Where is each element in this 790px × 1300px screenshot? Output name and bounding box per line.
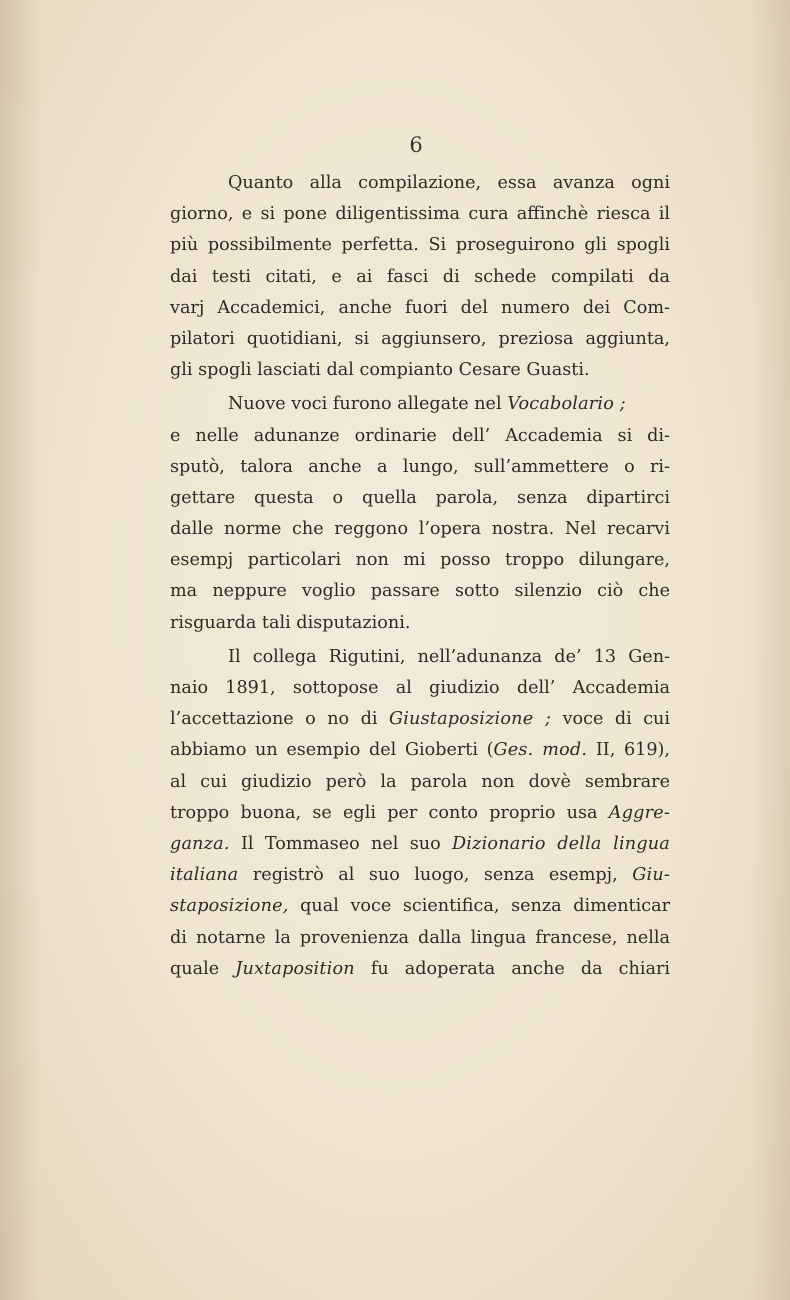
text-line: quale Juxtaposition fu adoperata anche da chiari — [170, 958, 670, 979]
text-line: varj Accademici, anche fuori del numero dei Com- — [170, 297, 670, 318]
text-line: sputò, talora anche a lungo, sull’ammettere o ri- — [170, 456, 670, 477]
text-line: naio 1891, sottopose al giudizio dell’ Accademia — [170, 678, 670, 698]
text-line: abbiamo un esempio del Gioberti (Ges. mod. II, 619), — [170, 740, 670, 761]
text-line: pilatori quotidiani, si aggiunsero, preziosa aggiunta, — [170, 328, 670, 349]
text-line: gettare questa o quella parola, senza dipartirci — [170, 487, 670, 508]
text-line: Quanto alla compilazione, essa avanza ogni — [228, 173, 670, 193]
text-line: italiana registrò al suo luogo, senza esempj, Giu- — [170, 865, 670, 886]
paragraph-3 — [170, 642, 670, 985]
body-text — [170, 168, 670, 985]
text-line: esempj particolari non mi posso troppo dilungare, — [170, 550, 670, 571]
text-line: l’accettazione o no di Giustaposizione ; voce di cui — [170, 709, 671, 730]
text-line: al cui giudizio però la parola non dovè sembrare — [170, 771, 670, 792]
text-line: staposizione, qual voce scientifica, senza dimenticar — [170, 896, 670, 917]
text-line: e nelle adunanze ordinarie dell’ Accademia si di- — [170, 425, 670, 446]
text-line: giorno, e si pone diligentissima cura affinchè riesca il — [170, 204, 670, 225]
page-number: 6 — [409, 133, 423, 157]
text-line: ganza. Il Tommaseo nel suo Dizionario della lingua — [170, 833, 670, 854]
right-edge-shadow — [750, 0, 790, 1300]
paragraph-2 — [170, 389, 670, 639]
text-line: dai testi citati, e ai fasci di schede compilati da — [170, 266, 670, 287]
text-line: gli spogli lasciati dal compianto Cesare Guasti. — [170, 360, 590, 381]
text-line: dalle norme che reggono l’opera nostra. Nel recarvi — [170, 519, 670, 540]
text-line: Il collega Rigutini, nell’adunanza de’ 13 Gen- — [228, 646, 670, 667]
paragraph-1 — [170, 168, 670, 386]
text-line: Nuove voci furono allegate nel Vocabolario ; — [228, 394, 626, 415]
text-line: ma neppure voglio passare sotto silenzio ciò che — [170, 581, 670, 602]
text-line: più possibilmente perfetta. Si proseguirono gli spogli — [170, 235, 670, 256]
text-line: troppo buona, se egli per conto proprio usa Aggre- — [170, 802, 670, 823]
text-line: risguarda tali disputazioni. — [170, 612, 411, 633]
left-edge-shadow — [0, 0, 40, 1300]
text-line: di notarne la provenienza dalla lingua francese, nella — [170, 927, 670, 948]
